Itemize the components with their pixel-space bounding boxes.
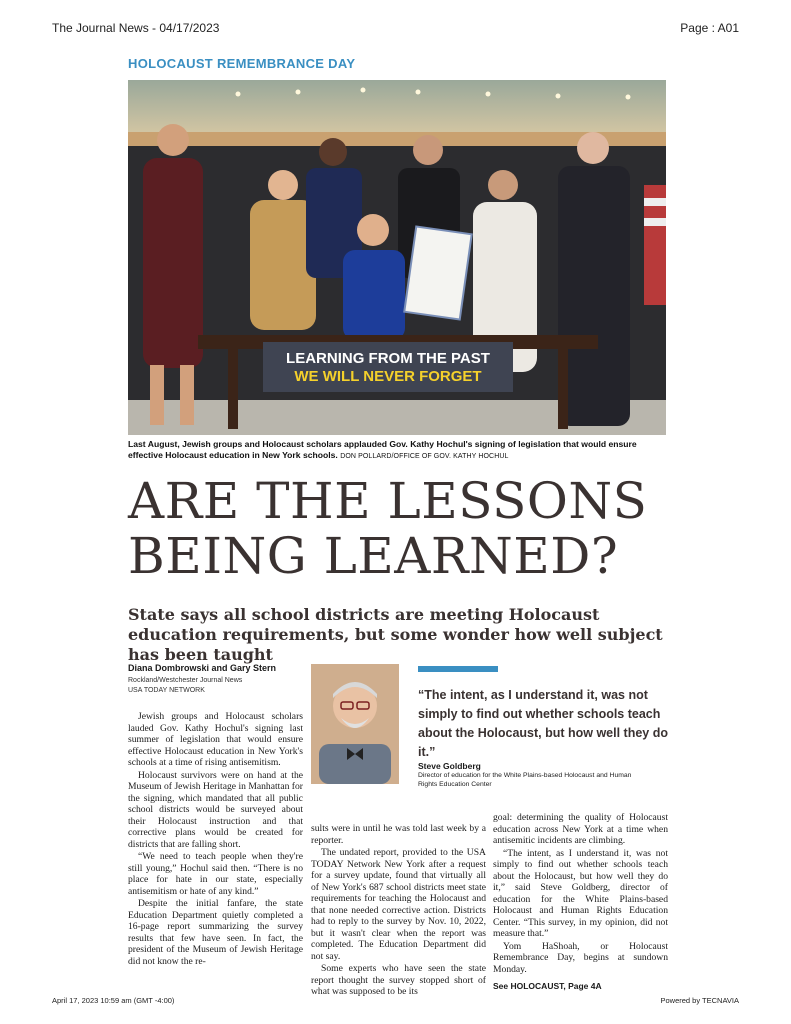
quote-attribution-name: Steve Goldberg — [418, 761, 481, 771]
quote-attribution-title: Director of education for the White Plains-based Holocaust and Human Rights Education Center — [418, 772, 632, 788]
paragraph: goal: determining the quality of Holocaust education across New York at a time when antisemitic incidents are climbing. — [493, 812, 668, 846]
person-portrait-illustration — [311, 664, 399, 784]
paragraph: Yom HaShoah, or Holocaust Remembrance Day, begins at sundown Monday. — [493, 940, 668, 975]
pull-quote: “The intent, as I understand it, was not simply to find out whether schools teach about the Holocaust, but how well they do it.” — [418, 688, 668, 759]
author-org: Rockland/Westchester Journal News — [128, 677, 243, 684]
headshot-photo — [311, 664, 399, 784]
footer-powered-by: Powered by TECNAVIA — [660, 996, 739, 1005]
footer-timestamp: April 17, 2023 10:59 am (GMT -4:00) — [52, 996, 175, 1005]
subheadline: State says all school districts are meeting Holocaust education requirements, but some wonder how well subject has been taught — [128, 605, 663, 664]
caption-text: Last August, Jewish groups and Holocaust scholars applauded Gov. Kathy Hochul's signing of legislation that would ensure effective Holocaust education in New York schools. — [128, 439, 637, 460]
article-column-3 — [493, 812, 668, 976]
paragraph: “We need to teach people when they're still young,” Hochul said then. “There is no place for hate in our state, especially antisemitism or hate of any kind.” — [128, 851, 303, 897]
paragraph: “The intent, as I understand it, was not simply to find out whether schools teach about the Holocaust, but how well they do it,” said Steve Goldberg, director of education for the White Plains-based Holocaust and Human Rights Education Center. “This survey, in my opinion, did not measure that.” — [493, 847, 668, 939]
headline-line-2: BEING LEARNED? — [128, 527, 619, 585]
article-column-2 — [311, 823, 486, 999]
photo-credit: DON POLLARD/OFFICE OF GOV. KATHY HOCHUL — [340, 453, 509, 460]
paragraph: Holocaust survivors were on hand at the Museum of Jewish Heritage in Manhattan for the signing, which mandated that all public school districts would be surveyed about their Holocaust instruction and that corrective plans would be created for districts that are falling short. — [128, 769, 303, 850]
page-number: Page : A01 — [680, 21, 739, 35]
author-names: Diana Dombrowski and Gary Stern — [128, 663, 277, 673]
paragraph: sults were in until he was told last week by a reporter. — [311, 823, 486, 846]
paragraph: The undated report, provided to the USA TODAY Network New York after a request for a survey update, found that virtually all of New York's 687 school districts meet state requirements for teaching the Holocaust and that none needed corrective action. Districts had to reply to the survey by Nov. 10, 2022, but it wasn't clear when the report was completed. The Education Department did not say. — [311, 847, 486, 962]
paragraph: Jewish groups and Holocaust scholars lauded Gov. Kathy Hochul's signing last summer of legislation that would ensure effective Holocaust education in New York's schools at a time of rising antisemitism. — [128, 711, 303, 768]
quote-accent-bar — [418, 666, 498, 672]
banner-line-2: WE WILL NEVER FORGET — [294, 368, 482, 385]
ceremony-photo-illustration — [128, 80, 666, 435]
publication-date: The Journal News - 04/17/2023 — [52, 21, 220, 35]
headline — [128, 474, 688, 584]
photo-caption — [128, 439, 668, 462]
banner-line-1: LEARNING FROM THE PAST — [286, 350, 490, 367]
jump-link[interactable]: See HOLOCAUST, Page 4A — [493, 981, 602, 991]
section-label: HOLOCAUST REMEMBRANCE DAY — [128, 56, 356, 71]
lead-photo — [128, 80, 666, 435]
author-network: USA TODAY NETWORK — [128, 687, 205, 694]
byline — [128, 663, 308, 696]
paragraph: Some experts who have seen the state report thought the survey stopped short of what was supposed to be its — [311, 963, 486, 997]
paragraph: Despite the initial fanfare, the state Education Department quietly completed a 16-page report summarizing the survey results that few have seen. In fact, the president of the Museum of Jewish Heritage did not know the re- — [128, 898, 303, 967]
article-column-1 — [128, 711, 303, 968]
headline-line-1: ARE THE LESSONS — [128, 472, 648, 530]
